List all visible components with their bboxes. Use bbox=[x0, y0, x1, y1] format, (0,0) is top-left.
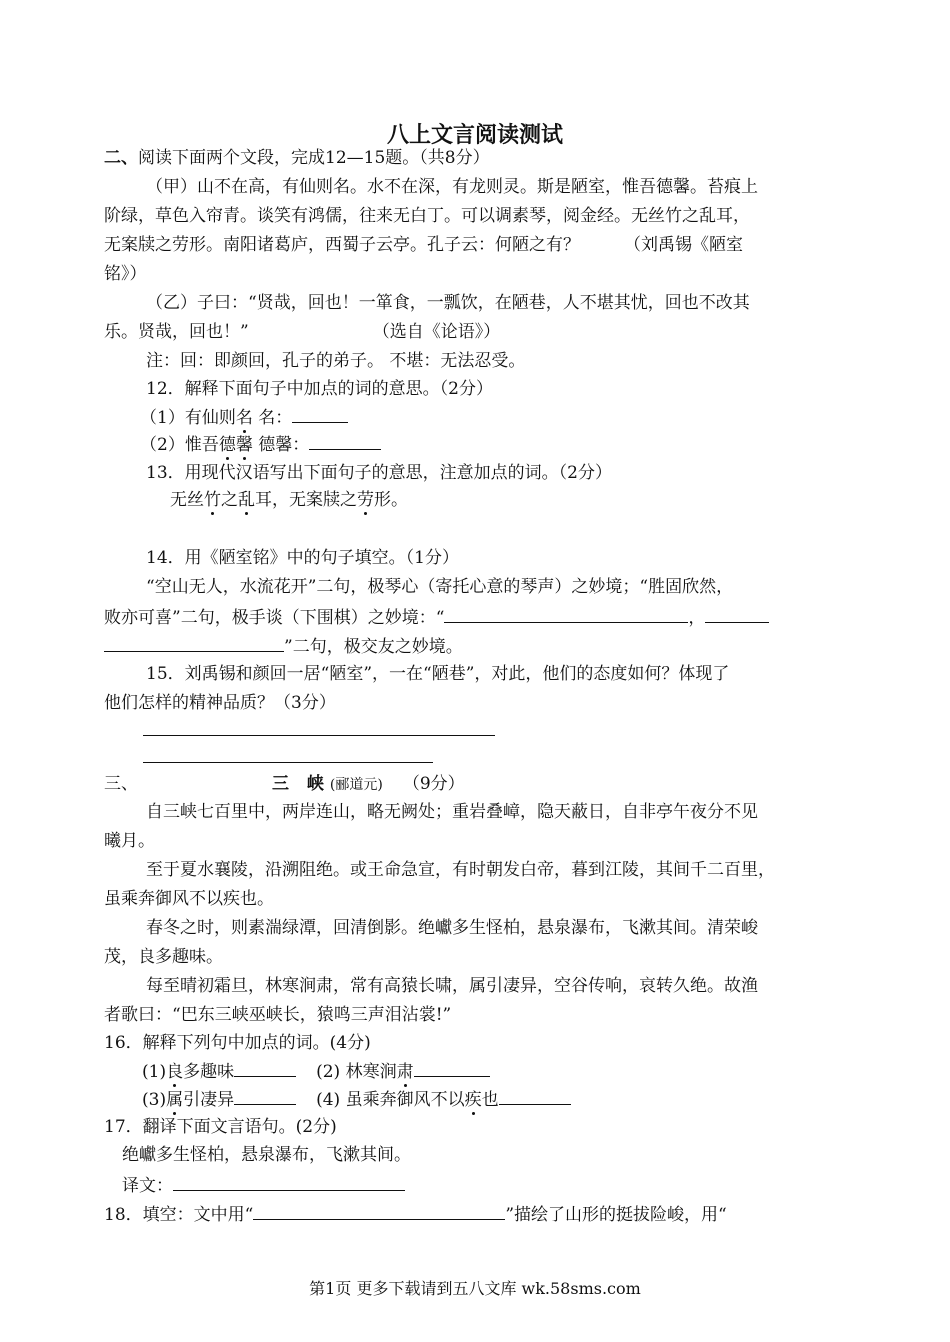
dotted-char: 属 bbox=[166, 1090, 184, 1110]
answer-blank[interactable] bbox=[104, 633, 284, 652]
passage-yi-line2: 乐。贤哉，回也！” （选自《论语》） bbox=[104, 322, 501, 342]
dotted-char: 良 bbox=[166, 1062, 184, 1082]
section3-heading: 三、 三 峡(郦道元) （9分） bbox=[104, 774, 465, 794]
question-13-sentence: 无丝竹之乱耳，无案牍之劳形。 bbox=[170, 490, 408, 510]
sanxia-p3-line1: 春冬之时，则素湍绿潭，回清倒影。绝巘多生怪柏，悬泉瀑布，飞漱其间。清荣峻 bbox=[146, 918, 758, 938]
sanxia-p2-line2: 虽乘奔御风不以疾也。 bbox=[104, 889, 274, 909]
question-15-line2: 他们怎样的精神品质？（3分） bbox=[104, 693, 336, 713]
passage-jia-source: 铭》） bbox=[104, 264, 147, 284]
answer-blank[interactable] bbox=[414, 1058, 490, 1077]
question-13: 13．用现代汉语写出下面句子的意思，注意加点的词。（2分） bbox=[146, 463, 612, 483]
sanxia-p4-line2: 者歌曰：“巴东三峡巫峡长，猿鸣三声泪沾裳!” bbox=[104, 1005, 452, 1025]
passage-jia-line1: （甲）山不在高，有仙则名。水不在深，有龙则灵。斯是陋室，惟吾德馨。苔痕上 bbox=[146, 177, 758, 197]
question-14-line1: “空山无人，水流花开”二句，极琴心（寄托心意的琴声）之妙境；“胜固欣然， bbox=[146, 577, 734, 597]
answer-blank[interactable] bbox=[234, 1086, 296, 1105]
question-17-sentence: 绝巘多生怪柏，悬泉瀑布，飞漱其间。 bbox=[122, 1145, 411, 1165]
question-17: 17．翻译下面文言语句。(2分) bbox=[104, 1117, 337, 1137]
sanxia-p1-line1: 自三峡七百里中，两岸连山，略无阙处；重岩叠嶂，隐天蔽日，自非亭午夜分不见 bbox=[146, 802, 758, 822]
question-16-row2: (3)属引凄异 (4) 虽乘奔御风不以疾也 bbox=[142, 1086, 571, 1112]
answer-line[interactable] bbox=[143, 735, 495, 736]
answer-blank[interactable] bbox=[253, 1201, 505, 1220]
dotted-char: 馨 bbox=[235, 435, 253, 455]
answer-line[interactable] bbox=[143, 762, 433, 763]
question-15-line1: 15．刘禹锡和颜回一居“陋室”，一在“陋巷”，对此，他们的态度如何？体现了 bbox=[146, 664, 730, 684]
sanxia-p1-line2: 曦月。 bbox=[104, 831, 155, 851]
page-footer: 第1页 更多下载请到五八文库 wk.58sms.com bbox=[309, 1279, 641, 1298]
question-16-row1: (1)良多趣味 (2) 林寒涧肃 bbox=[142, 1058, 490, 1084]
answer-blank[interactable] bbox=[705, 604, 769, 623]
passage-jia-line2: 阶绿，草色入帘青。谈笑有鸿儒，往来无白丁。可以调素琴，阅金经。无丝竹之乱耳， bbox=[104, 206, 750, 226]
section2-heading: 二、阅读下面两个文段，完成12—15题。（共8分） bbox=[104, 148, 490, 168]
dotted-char: 乱 bbox=[238, 490, 255, 510]
question-14-line3: ”二句，极交友之妙境。 bbox=[104, 633, 463, 659]
dotted-char: 劳 bbox=[357, 490, 374, 510]
answer-blank[interactable] bbox=[444, 604, 688, 623]
dotted-char: 肃 bbox=[396, 1062, 414, 1082]
answer-blank[interactable] bbox=[499, 1086, 571, 1105]
answer-blank[interactable] bbox=[309, 431, 381, 450]
answer-blank[interactable] bbox=[173, 1172, 405, 1191]
dotted-char: 德 bbox=[218, 435, 236, 455]
question-14-line2: 败亦可喜”二句，极手谈（下围棋）之妙境：“ ， bbox=[104, 604, 769, 630]
question-18: 18．填空：文中用“ ”描绘了山形的挺拔险峻，用“ bbox=[104, 1201, 727, 1227]
dotted-char: 疾 bbox=[464, 1090, 482, 1110]
question-12: 12．解释下面句子中加点的词的意思。（2分） bbox=[146, 379, 493, 399]
question-12-item1: （1）有仙则名 名： bbox=[140, 404, 348, 430]
answer-blank[interactable] bbox=[292, 404, 348, 423]
dotted-char: 名 bbox=[235, 408, 253, 428]
sanxia-p2-line1: 至于夏水襄陵，沿溯阻绝。或王命急宣，有时朝发白帝，暮到江陵，其间千二百里， bbox=[146, 860, 775, 880]
sanxia-p3-line2: 茂，良多趣味。 bbox=[104, 947, 223, 967]
dotted-char: 竹 bbox=[204, 490, 221, 510]
annotation-note: 注：回：即颜回，孔子的弟子。 不堪：无法忍受。 bbox=[146, 351, 526, 371]
question-17-translation: 译文： bbox=[122, 1172, 405, 1198]
passage-yi-line1: （乙）子曰：“贤哉，回也！一箪食，一瓢饮，在陋巷，人不堪其忧，回也不改其 bbox=[146, 293, 750, 313]
passage-jia-line3: 无案牍之劳形。南阳诸葛庐，西蜀子云亭。孔子云：何陋之有？ （刘禹锡《陋室 bbox=[104, 235, 743, 255]
question-16: 16．解释下列句中加点的词。(4分) bbox=[104, 1033, 371, 1053]
page-title: 八上文言阅读测试 bbox=[386, 123, 563, 148]
sanxia-p4-line1: 每至晴初霜旦，林寒涧肃，常有高猿长啸，属引凄异，空谷传响，哀转久绝。故渔 bbox=[146, 976, 758, 996]
question-14: 14．用《陋室铭》中的句子填空。（1分） bbox=[146, 548, 459, 568]
answer-blank[interactable] bbox=[234, 1058, 296, 1077]
question-12-item2: （2）惟吾德馨 德馨： bbox=[140, 431, 381, 457]
